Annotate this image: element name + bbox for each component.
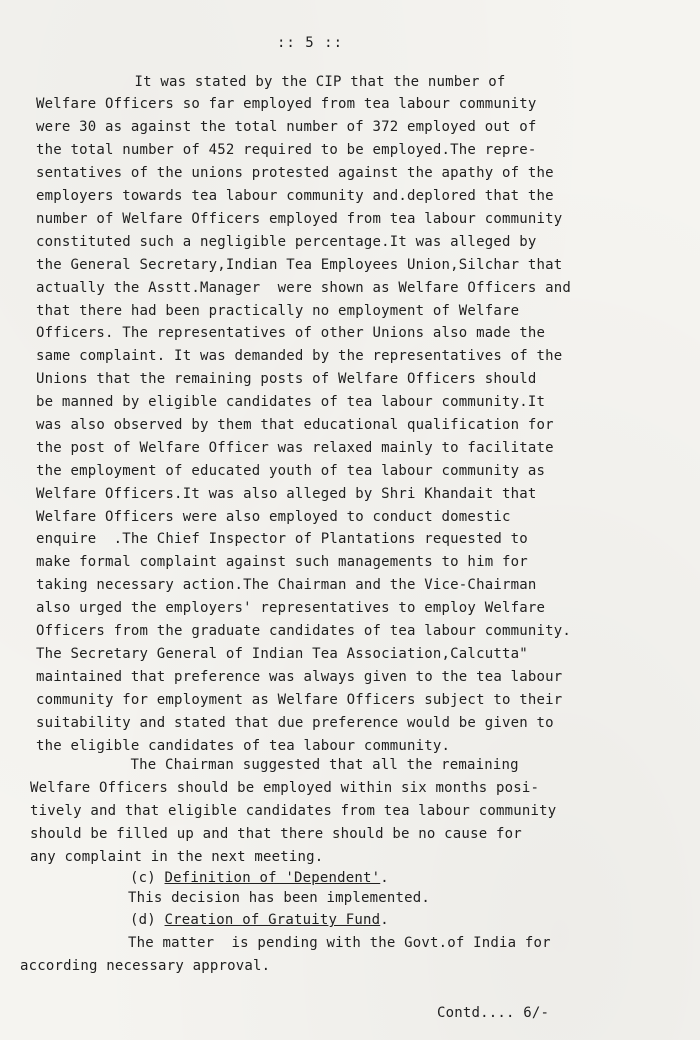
paragraph-1-line: the post of Welfare Officer was relaxed mainly to facilitate	[36, 440, 554, 456]
paragraph-2-line: any complaint in the next meeting.	[30, 849, 324, 865]
paragraph-1-line: the employment of educated youth of tea labour community as	[36, 463, 546, 479]
paragraph-2-line: should be filled up and that there should be no cause for	[30, 826, 522, 842]
paragraph-1-line: the total number of 452 required to be employed.The repre-	[36, 142, 537, 158]
paragraph-1-line: make formal complaint against such managements to him for	[36, 554, 528, 570]
paragraph-1-line: Welfare Officers.It was also alleged by Shri Khandait that	[36, 486, 537, 502]
paragraph-1-line: enquire .The Chief Inspector of Plantations requested to	[36, 531, 528, 547]
paragraph-1-line: was also observed by them that educational qualification for	[36, 417, 554, 433]
paragraph-2-line: Welfare Officers should be employed within six months posi-	[30, 780, 540, 796]
item-d-label: (d)	[130, 912, 156, 928]
paragraph-1-line: Officers. The representatives of other Unions also made the	[36, 325, 546, 341]
item-d-title-end: .	[380, 912, 389, 928]
page-number-header: :: 5 ::	[277, 35, 344, 51]
item-c-title: Definition of 'Dependent'	[164, 870, 381, 886]
paragraph-1-line: taking necessary action.The Chairman and the Vice-Chairman	[36, 577, 537, 593]
item-d-heading	[130, 910, 389, 930]
item-c-body: This decision has been implemented.	[128, 890, 431, 906]
paragraph-1-line: The Secretary General of Indian Tea Association,Calcutta"	[36, 646, 528, 662]
item-c-label: (c)	[130, 870, 156, 886]
paragraph-1-line: community for employment as Welfare Officers subject to their	[36, 692, 563, 708]
paragraph-1-line: same complaint. It was demanded by the representatives of the	[36, 348, 563, 364]
paragraph-1-line: Welfare Officers were also employed to conduct domestic	[36, 509, 511, 525]
paragraph-1-line: number of Welfare Officers employed from tea labour community	[36, 211, 563, 227]
paragraph-1-line: maintained that preference was always given to the tea labour	[36, 669, 563, 685]
paragraph-1-line: actually the Asstt.Manager were shown as Welfare Officers and	[36, 280, 571, 296]
paragraph-1-line: were 30 as against the total number of 372 employed out of	[36, 119, 537, 135]
paragraph-1-line: Officers from the graduate candidates of tea labour community.	[36, 623, 571, 639]
paragraph-1-line: also urged the employers' representatives to employ Welfare	[36, 600, 546, 616]
paragraph-1-line: Unions that the remaining posts of Welfare Officers should	[36, 371, 537, 387]
paragraph-1-line: be manned by eligible candidates of tea labour community.It	[36, 394, 546, 410]
item-d-title: Creation of Gratuity Fund	[164, 912, 381, 928]
paragraph-1-line: employers towards tea labour community and.deplored that the	[36, 188, 554, 204]
paragraph-2-line: tively and that eligible candidates from tea labour community	[30, 803, 557, 819]
paragraph-1-line: Welfare Officers so far employed from tea labour community	[36, 96, 537, 112]
paragraph-1-line: sentatives of the unions protested against the apathy of the	[36, 165, 554, 181]
item-d-body-line: The matter is pending with the Govt.of India for	[128, 935, 551, 951]
continued-footer: Contd.... 6/-	[437, 1005, 550, 1021]
paragraph-1-line: suitability and stated that due preference would be given to	[36, 715, 554, 731]
paragraph-1-line: that there had been practically no employment of Welfare	[36, 303, 520, 319]
item-c-title-end: .	[380, 870, 389, 886]
paragraph-2-line: The Chairman suggested that all the remaining	[96, 757, 519, 773]
paragraph-1-line: constituted such a negligible percentage.It was alleged by	[36, 234, 537, 250]
paragraph-1-line: the General Secretary,Indian Tea Employees Union,Silchar that	[36, 257, 563, 273]
item-d-body-line: according necessary approval.	[20, 958, 271, 974]
item-c-heading	[130, 868, 389, 888]
paragraph-1-line: It was stated by the CIP that the number of	[100, 74, 506, 90]
paragraph-1-line: the eligible candidates of tea labour community.	[36, 738, 451, 754]
